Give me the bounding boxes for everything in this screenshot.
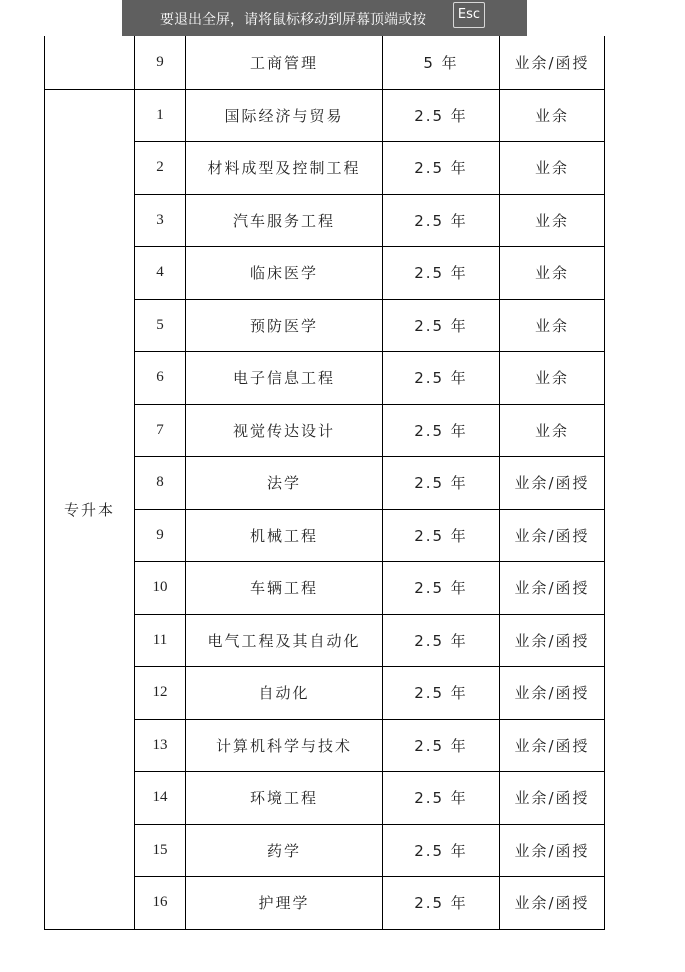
- duration-cell: 2.5 年: [383, 719, 500, 771]
- study-mode-cell: 业余: [500, 351, 605, 404]
- duration-cell: 2.5 年: [383, 456, 500, 509]
- row-number-cell: 9: [135, 36, 186, 89]
- row-number-cell: 1: [135, 89, 186, 141]
- study-mode-cell: 业余/函授: [500, 876, 605, 929]
- study-mode-cell: 业余/函授: [500, 771, 605, 824]
- majors-table: [44, 36, 605, 930]
- row-number-cell: 8: [135, 456, 186, 509]
- study-mode-cell: 业余: [500, 404, 605, 456]
- study-mode-cell: 业余: [500, 89, 605, 141]
- study-mode-cell: 业余: [500, 246, 605, 299]
- study-mode-cell: 业余/函授: [500, 824, 605, 876]
- fullscreen-exit-banner: [122, 0, 527, 36]
- duration-cell: 5 年: [383, 36, 500, 89]
- study-mode-cell: 业余/函授: [500, 666, 605, 719]
- duration-cell: 2.5 年: [383, 561, 500, 614]
- study-mode-cell: 业余/函授: [500, 561, 605, 614]
- duration-cell: 2.5 年: [383, 89, 500, 141]
- duration-cell: 2.5 年: [383, 299, 500, 351]
- row-number-cell: 13: [135, 719, 186, 771]
- duration-cell: 2.5 年: [383, 246, 500, 299]
- duration-cell: 2.5 年: [383, 666, 500, 719]
- row-number-cell: 12: [135, 666, 186, 719]
- study-mode-cell: 业余: [500, 194, 605, 246]
- row-number-cell: 16: [135, 876, 186, 929]
- study-mode-cell: 业余/函授: [500, 456, 605, 509]
- major-name-cell: 电气工程及其自动化: [186, 614, 383, 666]
- row-number-cell: 4: [135, 246, 186, 299]
- study-mode-cell: 业余/函授: [500, 36, 605, 89]
- duration-cell: 2.5 年: [383, 509, 500, 561]
- table-row: [45, 36, 605, 89]
- duration-cell: 2.5 年: [383, 404, 500, 456]
- esc-key-button[interactable]: Esc: [453, 2, 485, 28]
- study-mode-cell: 业余: [500, 141, 605, 194]
- duration-cell: 2.5 年: [383, 876, 500, 929]
- major-name-cell: 工商管理: [186, 36, 383, 89]
- row-number-cell: 11: [135, 614, 186, 666]
- row-number-cell: 10: [135, 561, 186, 614]
- study-mode-cell: 业余/函授: [500, 509, 605, 561]
- duration-cell: 2.5 年: [383, 771, 500, 824]
- row-number-cell: 14: [135, 771, 186, 824]
- major-name-cell: 汽车服务工程: [186, 194, 383, 246]
- major-name-cell: 临床医学: [186, 246, 383, 299]
- study-mode-cell: 业余/函授: [500, 614, 605, 666]
- major-name-cell: 机械工程: [186, 509, 383, 561]
- category-cell: [45, 36, 135, 89]
- major-name-cell: 车辆工程: [186, 561, 383, 614]
- study-mode-cell: 业余/函授: [500, 719, 605, 771]
- table-row: [45, 89, 605, 141]
- row-number-cell: 3: [135, 194, 186, 246]
- row-number-cell: 6: [135, 351, 186, 404]
- category-cell: 专升本: [45, 89, 135, 929]
- study-mode-cell: 业余: [500, 299, 605, 351]
- row-number-cell: 2: [135, 141, 186, 194]
- row-number-cell: 15: [135, 824, 186, 876]
- major-name-cell: 材料成型及控制工程: [186, 141, 383, 194]
- major-name-cell: 视觉传达设计: [186, 404, 383, 456]
- major-name-cell: 预防医学: [186, 299, 383, 351]
- major-name-cell: 计算机科学与技术: [186, 719, 383, 771]
- row-number-cell: 9: [135, 509, 186, 561]
- major-name-cell: 药学: [186, 824, 383, 876]
- fullscreen-exit-message: 要退出全屏，请将鼠标移动到屏幕顶端或按: [160, 12, 426, 28]
- major-name-cell: 环境工程: [186, 771, 383, 824]
- duration-cell: 2.5 年: [383, 824, 500, 876]
- row-number-cell: 7: [135, 404, 186, 456]
- duration-cell: 2.5 年: [383, 141, 500, 194]
- major-name-cell: 国际经济与贸易: [186, 89, 383, 141]
- duration-cell: 2.5 年: [383, 614, 500, 666]
- duration-cell: 2.5 年: [383, 194, 500, 246]
- major-name-cell: 护理学: [186, 876, 383, 929]
- major-name-cell: 自动化: [186, 666, 383, 719]
- major-name-cell: 电子信息工程: [186, 351, 383, 404]
- duration-cell: 2.5 年: [383, 351, 500, 404]
- major-name-cell: 法学: [186, 456, 383, 509]
- row-number-cell: 5: [135, 299, 186, 351]
